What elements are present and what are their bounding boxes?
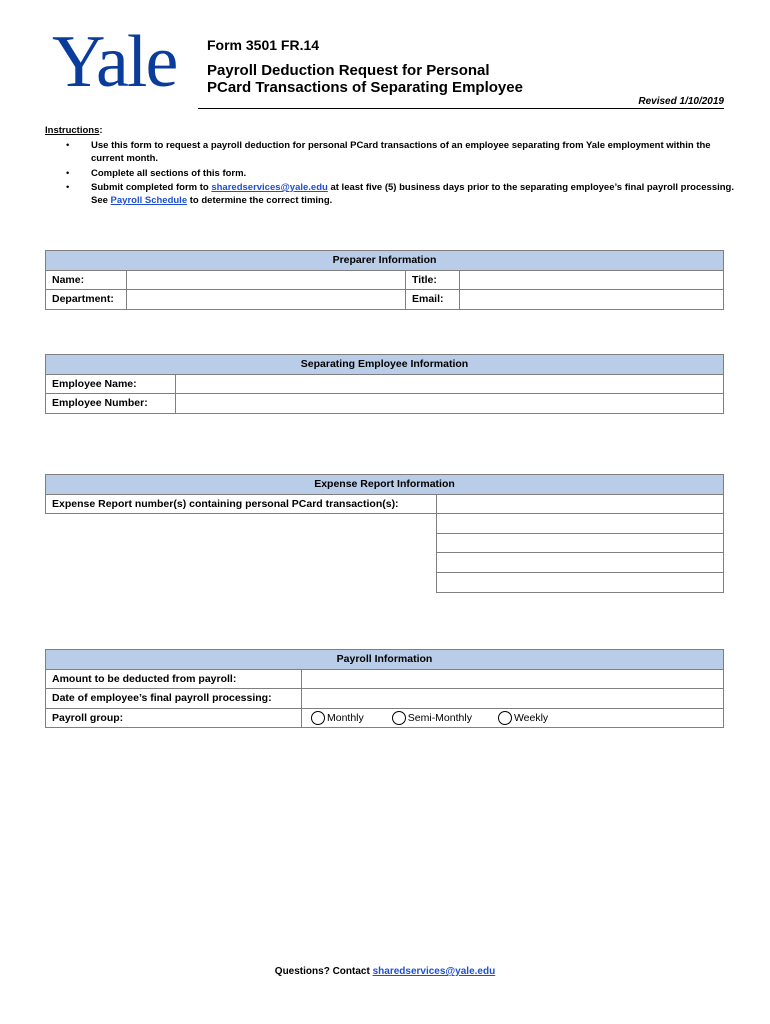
- preparer-title-field[interactable]: [460, 270, 724, 290]
- payroll-group-weekly[interactable]: [498, 711, 548, 725]
- instructions-section: [45, 124, 735, 209]
- employee-number-field[interactable]: [176, 394, 724, 414]
- preparer-info-table: [45, 250, 724, 310]
- expense-report-number-field[interactable]: [437, 533, 724, 553]
- payroll-group-option-label: Monthly: [327, 712, 364, 725]
- payroll-info-table: [45, 649, 724, 728]
- header-divider: [198, 108, 724, 109]
- footer-email-link[interactable]: sharedservices@yale.edu: [372, 966, 496, 977]
- preparer-name-field[interactable]: [127, 270, 406, 290]
- radio-button-icon[interactable]: [498, 711, 512, 725]
- form-title: [207, 62, 547, 96]
- instruction-text: Submit completed form to: [91, 182, 212, 193]
- final-payroll-date-field[interactable]: [302, 689, 724, 709]
- employee-name-field[interactable]: [176, 374, 724, 394]
- amount-label: Amount to be deducted from payroll:: [46, 669, 302, 689]
- footer-question: Questions? Contact: [274, 966, 373, 977]
- employee-info-header: Separating Employee Information: [46, 355, 724, 375]
- expense-report-number-field[interactable]: [437, 514, 724, 534]
- sharedservices-email-link[interactable]: sharedservices@yale.edu: [211, 182, 328, 193]
- expense-info-table: [45, 474, 724, 593]
- expense-report-numbers-label: Expense Report number(s) containing personal PCard transaction(s):: [46, 494, 437, 514]
- expense-info-header: Expense Report Information: [46, 475, 724, 495]
- spacer: [46, 533, 437, 553]
- revised-date: Revised 1/10/2019: [638, 96, 724, 107]
- footer-contact: [0, 966, 770, 977]
- payroll-group-option-label: Weekly: [513, 712, 549, 725]
- employee-info-table: [45, 354, 724, 414]
- department-label: Department:: [46, 290, 127, 310]
- instruction-item: • Use this form to request a payroll deduction for personal PCard transactions of an employee separating from Yale employment within the current month.: [45, 139, 735, 165]
- instruction-text: at least five (5) business days prior to the separating employee’s final payroll processing. See: [91, 182, 734, 206]
- title-label: Title:: [406, 270, 460, 290]
- form-number: Form 3501 FR.14: [207, 37, 320, 53]
- spacer: [46, 572, 437, 592]
- yale-logo: Yale: [52, 21, 177, 103]
- expense-report-number-field[interactable]: [437, 494, 724, 514]
- payroll-group-label: Payroll group:: [46, 708, 302, 728]
- radio-button-icon[interactable]: [311, 711, 325, 725]
- radio-button-icon[interactable]: [392, 711, 406, 725]
- instruction-text: to determine the correct timing.: [187, 195, 333, 206]
- spacer: [46, 553, 437, 573]
- payroll-info-header: Payroll Information: [46, 650, 724, 670]
- payroll-group-semi-monthly[interactable]: [392, 711, 472, 725]
- amount-field[interactable]: [302, 669, 724, 689]
- form-title-line2: PCard Transactions of Separating Employee: [207, 79, 523, 96]
- instructions-list: [45, 139, 735, 207]
- instruction-item: • Complete all sections of this form.: [45, 167, 735, 180]
- payroll-schedule-link[interactable]: Payroll Schedule: [110, 195, 188, 206]
- expense-report-number-field[interactable]: [437, 572, 724, 592]
- spacer: [46, 514, 437, 534]
- payroll-group-option-label: Semi-Monthly: [407, 712, 472, 725]
- final-payroll-date-label: Date of employee’s final payroll processing:: [46, 689, 302, 709]
- expense-report-number-field[interactable]: [437, 553, 724, 573]
- payroll-group-monthly[interactable]: [311, 711, 364, 725]
- preparer-info-header: Preparer Information: [46, 251, 724, 271]
- instruction-item: [45, 181, 735, 207]
- email-label: Email:: [406, 290, 460, 310]
- employee-name-label: Employee Name:: [46, 374, 176, 394]
- instructions-heading: Instructions: [45, 125, 100, 136]
- payroll-group-options: [302, 708, 724, 728]
- name-label: Name:: [46, 270, 127, 290]
- preparer-email-field[interactable]: [460, 290, 724, 310]
- form-title-line1: Payroll Deduction Request for Personal: [207, 62, 490, 79]
- instructions-heading-colon: :: [99, 125, 103, 136]
- preparer-department-field[interactable]: [127, 290, 406, 310]
- employee-number-label: Employee Number:: [46, 394, 176, 414]
